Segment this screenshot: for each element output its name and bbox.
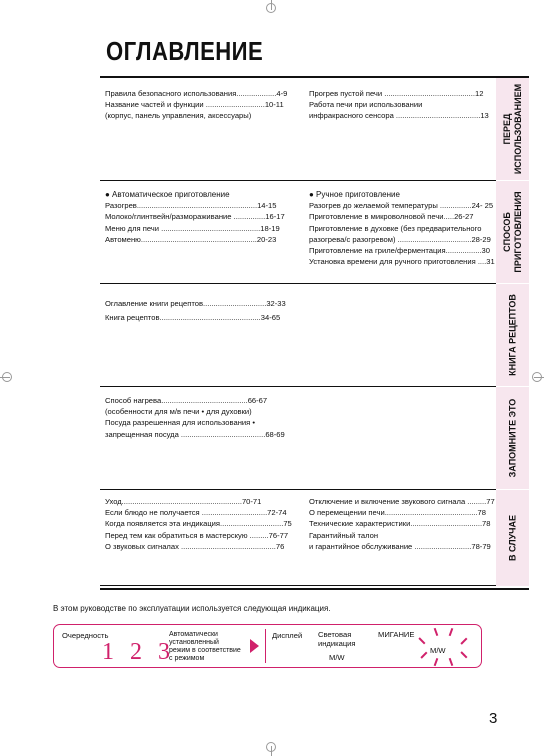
page-title: ОГЛАВЛЕНИЕ bbox=[106, 36, 264, 66]
toc-section-troubleshooting bbox=[100, 490, 496, 586]
toc-section-remember bbox=[100, 387, 496, 490]
toc-entry[interactable]: Приготовление на гриле/ферментация.................30 bbox=[309, 246, 490, 256]
legend-blink-label: МИГАНИЕ bbox=[378, 630, 415, 639]
tab-troubleshooting[interactable] bbox=[496, 490, 529, 586]
toc-entry: Работа печи при использовании bbox=[309, 100, 423, 110]
toc-right-column bbox=[309, 496, 495, 552]
toc-entry[interactable]: Технические характеристики..................................78 bbox=[309, 519, 491, 529]
tab-remember-this[interactable] bbox=[496, 387, 529, 490]
toc-entry[interactable]: Отключение и включение звукового сигнала .........77 bbox=[309, 497, 495, 506]
tab-label: ЗАПОМНИТЕ ЭТО bbox=[507, 398, 517, 478]
registration-mark-top-circle bbox=[266, 3, 276, 13]
arrow-right-icon bbox=[250, 639, 259, 653]
tab-before-use[interactable] bbox=[496, 78, 529, 181]
toc-entry[interactable]: О звуковых сигналах .............................................76 bbox=[105, 541, 285, 551]
toc-entry[interactable]: Книга рецептов................................................34-65 bbox=[105, 313, 281, 322]
tab-label: КНИГА РЕЦЕПТОВ bbox=[507, 294, 517, 376]
toc-entry[interactable]: разогрева/с разогревом) ...................................28-29 bbox=[309, 234, 491, 244]
indication-legend bbox=[53, 624, 482, 668]
toc-entry[interactable]: Прогрев пустой печи ...........................................12 bbox=[309, 89, 484, 98]
legend-order-label: Очередность bbox=[62, 631, 109, 640]
toc-entry: Приготовление в духовке (без предварительного bbox=[309, 223, 482, 233]
toc-entry: Посуда разрешенная для использования • bbox=[105, 418, 256, 428]
toc-entry[interactable]: Название частей и функции ............................10-11 bbox=[105, 100, 284, 110]
tab-label: В СЛУЧАЕ bbox=[507, 514, 517, 562]
toc-entry[interactable]: Автоменю.......................................................20-23 bbox=[105, 234, 277, 244]
toc-entry[interactable]: и гарантийное обслуживание ...........................78-79 bbox=[309, 541, 491, 551]
toc-left-column bbox=[105, 297, 286, 325]
tab-cooking-method[interactable] bbox=[496, 181, 529, 284]
toc-entry: (особенности для м/в печи • для духовки) bbox=[105, 407, 252, 417]
legend-light-label: Световая индикация bbox=[318, 630, 356, 648]
tab-label: СПОСОБ ПРИГОТОВЛЕНИЯ bbox=[501, 191, 523, 273]
toc-section-before-use bbox=[100, 78, 496, 181]
tab-label: ПЕРЕД ИСПОЛЬЗОВАНИЕМ bbox=[501, 83, 523, 175]
toc-entry: (корпус, панель управления, аксессуары) bbox=[105, 111, 252, 121]
indication-note: В этом руководстве по эксплуатации используется следующая индикация. bbox=[53, 604, 331, 613]
toc-entry[interactable]: Если блюдо не получается ...............................72-74 bbox=[105, 508, 287, 518]
toc-section-recipes bbox=[100, 284, 496, 387]
tab-recipe-book[interactable] bbox=[496, 284, 529, 387]
subsection-heading: ● Автоматическое приготовление bbox=[105, 190, 230, 199]
toc-right-column bbox=[309, 189, 495, 267]
toc-entry[interactable]: Оглавление книги рецептов..............................32-33 bbox=[105, 299, 286, 308]
toc-left-column bbox=[105, 496, 292, 552]
registration-mark-right-circle bbox=[532, 372, 542, 382]
toc-entry[interactable]: Способ нагрева.........................................66-67 bbox=[105, 396, 268, 405]
toc-section-cooking bbox=[100, 181, 496, 284]
toc-entry: Гарантийный талон bbox=[309, 530, 379, 540]
toc-entry[interactable]: Разогрев.........................................................14-15 bbox=[105, 201, 277, 211]
legend-order-numbers: 1 2 3 bbox=[102, 639, 175, 665]
registration-mark-bottom-circle bbox=[266, 742, 276, 752]
toc-entry[interactable]: Приготовление в микроволновой печи.....26-27 bbox=[309, 212, 474, 222]
toc-left-column bbox=[105, 189, 285, 245]
legend-light-value: M/W bbox=[329, 653, 345, 662]
toc-left-column bbox=[105, 88, 287, 122]
legend-display-label: Дисплей bbox=[272, 631, 303, 640]
legend-divider bbox=[265, 629, 266, 663]
toc-entry[interactable]: Установка времени для ручного приготовления ....31 bbox=[309, 257, 495, 267]
legend-blink-value: M/W bbox=[430, 646, 446, 655]
toc-entry[interactable]: запрещенная посуда ........................................68-69 bbox=[105, 429, 285, 439]
registration-mark-left-circle bbox=[2, 372, 12, 382]
toc-entry[interactable]: Молоко/глинтвейн/размораживание ...............16-17 bbox=[105, 212, 285, 222]
legend-auto-description: Автоматически установленный режим в соответствие с режимом bbox=[169, 631, 241, 662]
toc-entry[interactable]: Меню для печи ...............................................18-19 bbox=[105, 223, 280, 233]
toc-entry[interactable]: О перемещении печи............................................78 bbox=[309, 508, 486, 518]
toc-entry[interactable]: Перед тем как обратиться в мастерскую .........76-77 bbox=[105, 530, 289, 540]
toc-entry[interactable]: Уход.........................................................70-71 bbox=[105, 497, 262, 506]
toc-right-column bbox=[309, 88, 489, 122]
subsection-heading: ● Ручное приготовление bbox=[309, 190, 400, 199]
page-number: 3 bbox=[489, 710, 498, 727]
toc-entry[interactable]: инфракрасного сенсора ........................................13 bbox=[309, 111, 489, 121]
toc-left-column bbox=[105, 395, 285, 440]
toc-entry[interactable]: Когда появляется эта индикация..............................75 bbox=[105, 519, 292, 529]
toc-entry[interactable]: Разогрев до желаемой температуры ...............24- 25 bbox=[309, 201, 494, 211]
table-of-contents bbox=[100, 76, 529, 590]
toc-entry[interactable]: Правила безопасного использования...................4-9 bbox=[105, 89, 288, 98]
